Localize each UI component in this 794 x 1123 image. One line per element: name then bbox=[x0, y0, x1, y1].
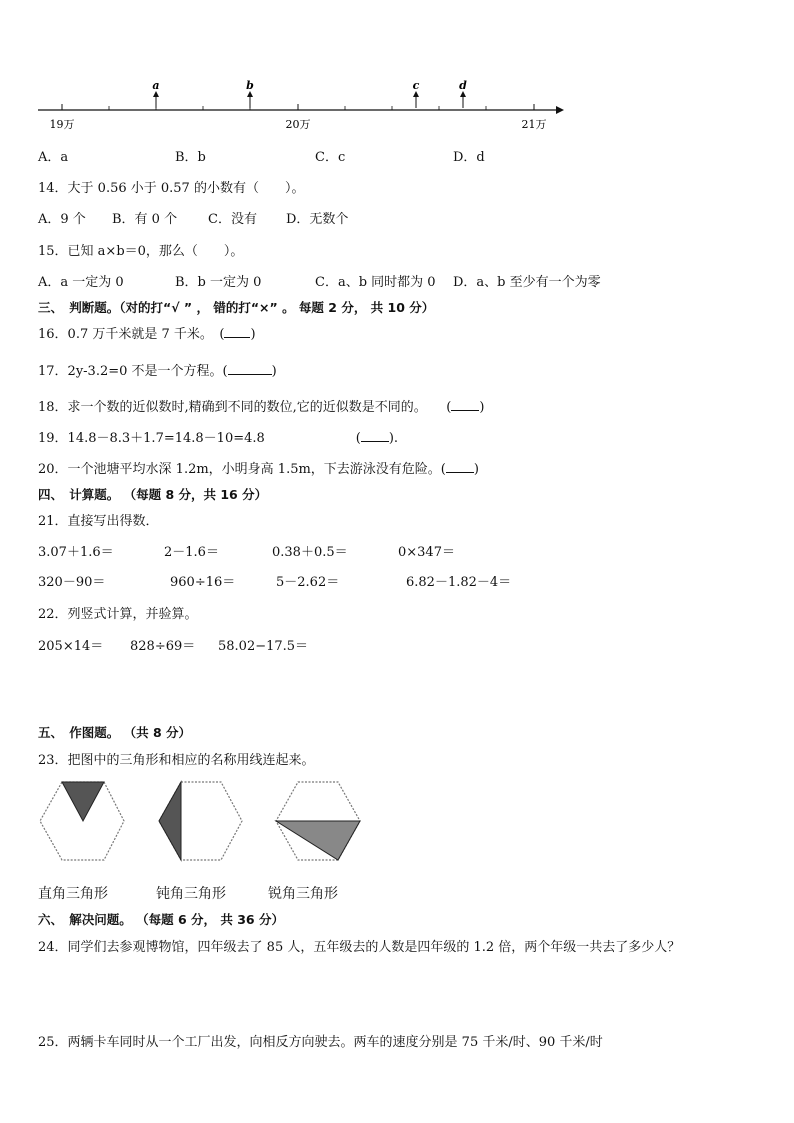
calc-r1-c2: 2－1.6＝ bbox=[164, 545, 219, 560]
tick-label-21wan: 21万 bbox=[521, 118, 547, 131]
q19-text: 19．14.8－8.3＋1.7=14.8－10=4.8 ( bbox=[38, 431, 361, 446]
q25-text: 25．两辆卡车同时从一个工厂出发，向相反方向驶去。两车的速度分别是 75 千米/时、90 千米/时 bbox=[38, 1035, 603, 1050]
calc-r1-c1: 3.07＋1.6＝ bbox=[38, 545, 114, 560]
q15-text: 15．已知 a×b＝0，那么（ ）。 bbox=[38, 244, 244, 259]
acute-triangle-shape[interactable] bbox=[276, 821, 360, 860]
q13-option-d: D．d bbox=[453, 150, 485, 165]
vertical-calc-1: 205×14＝ bbox=[38, 639, 104, 654]
point-a-label: a bbox=[152, 79, 160, 92]
label-right-triangle[interactable]: 直角三角形 bbox=[38, 886, 108, 902]
q15-option-a: A．a 一定为 0 bbox=[38, 275, 124, 290]
q14-option-d: D．无数个 bbox=[286, 212, 349, 227]
q20-answer-blank[interactable] bbox=[446, 460, 474, 473]
point-b-label: b bbox=[246, 79, 254, 92]
vertical-calc-2: 828÷69＝ bbox=[130, 639, 196, 654]
section-6-title: 六、 解决问题。 （每题 6 分， 共 36 分） bbox=[38, 912, 284, 927]
q14-option-a: A．9 个 bbox=[38, 212, 86, 227]
q15-option-c: C．a、b 同时都为 0 bbox=[315, 275, 436, 290]
right-triangle-shape[interactable] bbox=[62, 782, 104, 821]
q14-option-b: B．有 0 个 bbox=[112, 212, 178, 227]
q24-text: 24．同学们去参观博物馆，四年级去了 85 人，五年级去的人数是四年级的 1.2 倍，两个年级一共去了多少人？ bbox=[38, 940, 681, 955]
q19-answer-blank[interactable] bbox=[361, 429, 389, 442]
calc-r1-c3: 0.38＋0.5＝ bbox=[272, 545, 348, 560]
q18: 18．求一个数的近似数时,精确到不同的数位,它的近似数是不同的。 ( ) bbox=[38, 400, 485, 415]
q22-text: 22．列竖式计算，并验算。 bbox=[38, 607, 198, 622]
calc-r2-c1: 320－90＝ bbox=[38, 575, 106, 590]
section-5-title: 五、 作图题。 （共 8 分） bbox=[38, 725, 192, 740]
vertical-calc-3: 58.02−17.5＝ bbox=[218, 639, 309, 654]
tick-label-20wan: 20万 bbox=[285, 118, 311, 131]
q17-text: 17．2y-3.2=0 不是一个方程。( bbox=[38, 364, 228, 379]
q21-text: 21．直接写出得数． bbox=[38, 514, 159, 529]
q16-text: 16．0.7 万千米就是 7 千米。 ( bbox=[38, 327, 225, 342]
q16: 16．0.7 万千米就是 7 千米。 ( ) bbox=[38, 327, 256, 342]
q17: 17．2y-3.2=0 不是一个方程。( ) bbox=[38, 364, 277, 379]
q13-option-a: A．a bbox=[38, 150, 69, 165]
q23-text: 23．把图中的三角形和相应的名称用线连起来。 bbox=[38, 753, 315, 768]
obtuse-triangle-shape[interactable] bbox=[159, 782, 181, 860]
calc-r2-c3: 5－2.62＝ bbox=[276, 575, 340, 590]
q20: 20．一个池塘平均水深 1.2m，小明身高 1.5m，下去游泳没有危险。( ) bbox=[38, 462, 479, 477]
tick-label-19wan: 19万 bbox=[49, 118, 75, 131]
section-3-title: 三、 判断题。（对的打“√ ” ， 错的打“×” 。 每题 2 分， 共 10 分） bbox=[38, 300, 435, 315]
number-line-arrowhead bbox=[556, 106, 564, 114]
q18-answer-blank[interactable] bbox=[451, 398, 479, 411]
point-c-label: c bbox=[412, 79, 420, 92]
calc-r1-c4: 0×347＝ bbox=[398, 545, 455, 560]
section-4-title: 四、 计算题。 （每题 8 分，共 16 分） bbox=[38, 487, 268, 502]
point-d-label: d bbox=[459, 79, 467, 92]
q14-option-c: C．没有 bbox=[208, 212, 257, 227]
label-acute-triangle[interactable]: 锐角三角形 bbox=[268, 886, 338, 902]
calc-r2-c4: 6.82－1.82－4＝ bbox=[406, 575, 512, 590]
q14-text: 14．大于 0.56 小于 0.57 的小数有（ ）。 bbox=[38, 181, 305, 196]
q13-option-b: B．b bbox=[175, 150, 206, 165]
q16-answer-blank[interactable] bbox=[224, 325, 250, 338]
q17-answer-blank[interactable] bbox=[228, 362, 272, 375]
q15-option-d: D．a、b 至少有一个为零 bbox=[453, 275, 601, 290]
q13-option-c: C．c bbox=[315, 150, 346, 165]
q20-text: 20．一个池塘平均水深 1.2m，小明身高 1.5m，下去游泳没有危险。( bbox=[38, 462, 446, 477]
q15-option-b: B．b 一定为 0 bbox=[175, 275, 262, 290]
number-line bbox=[0, 70, 794, 140]
label-obtuse-triangle[interactable]: 钝角三角形 bbox=[156, 886, 226, 902]
calc-r2-c2: 960÷16＝ bbox=[170, 575, 236, 590]
hexagon-figures bbox=[0, 778, 400, 864]
q18-text: 18．求一个数的近似数时,精确到不同的数位,它的近似数是不同的。 ( bbox=[38, 400, 452, 415]
q19: 19．14.8－8.3＋1.7=14.8－10=4.8 ( ). bbox=[38, 431, 399, 446]
